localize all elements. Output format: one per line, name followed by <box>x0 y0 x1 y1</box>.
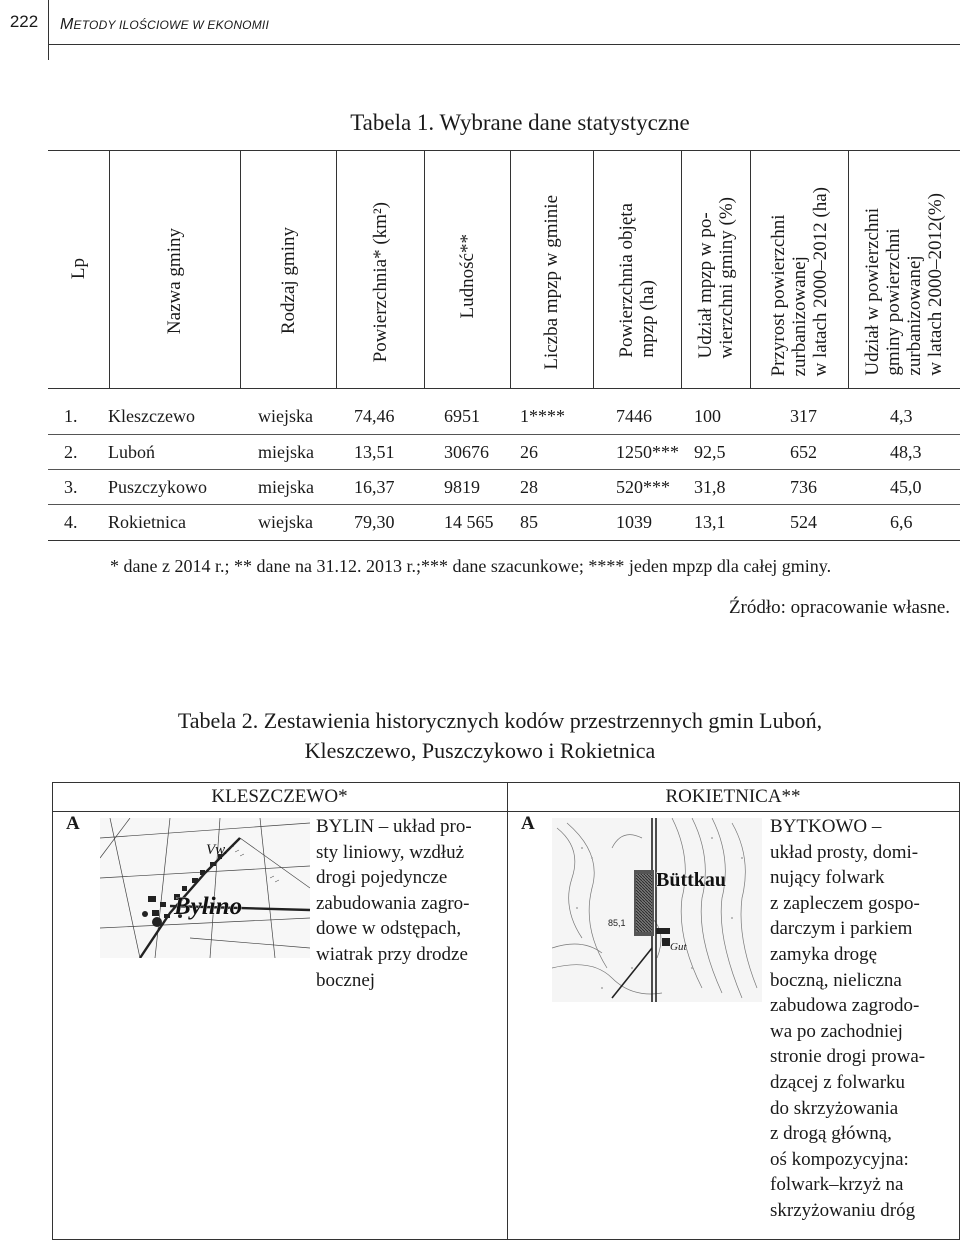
cell-type: wiejska <box>258 406 313 426</box>
bylino-historic-map <box>100 818 310 958</box>
cell-mpzp-share: 13,1 <box>694 512 726 532</box>
table-row <box>48 505 960 539</box>
cell-urban-share: 4,3 <box>890 406 913 426</box>
running-head-initial: M <box>60 16 74 33</box>
table1-footnote: * dane z 2014 r.; ** dane na 31.12. 2013 r.;*** dane szacunkowe; **** jeden mpzp dla całej gminy. <box>110 556 832 576</box>
table2-caption-line2: Kleszczewo, Puszczykowo i Rokietnica <box>304 738 656 763</box>
cell-population: 14 565 <box>444 512 494 532</box>
table1-header-area: Powierzchnia* (km²) <box>369 201 391 362</box>
bylino-place-label: Bylino <box>174 893 243 920</box>
cell-area: 16,37 <box>354 477 395 497</box>
table1-header-mpzp-count: Liczba mpzp w gminie <box>541 195 562 370</box>
cell-mpzp-area: 7446 <box>616 406 652 426</box>
table1-header-type: Rodzaj gminy <box>277 226 299 334</box>
buttkau-historic-map <box>552 818 762 1002</box>
cell-mpzp-share: 92,5 <box>694 442 726 462</box>
cell-mpzp-count: 1**** <box>520 406 565 426</box>
cell-mpzp-area: 1039 <box>616 512 652 532</box>
cell-lp: 1. <box>64 406 78 426</box>
cell-type: miejska <box>258 477 314 497</box>
cell-lp: 2. <box>64 442 78 462</box>
cell-mpzp-share: 100 <box>694 406 721 426</box>
running-head <box>60 16 269 34</box>
cell-type: miejska <box>258 442 314 462</box>
table2-center-rule <box>507 782 508 1239</box>
cell-urban-share: 6,6 <box>890 512 913 532</box>
cell-type: wiejska <box>258 512 313 532</box>
cell-lp: 3. <box>64 477 78 497</box>
table1-header-urban-growth: Przyrost powierzchni zurbanizowanej w latach 2000–2012 (ha) <box>767 186 831 376</box>
table2-header-rule <box>52 811 960 812</box>
table1-header-lp: Lp <box>68 258 89 280</box>
table1-caption-label: Tabela 1. <box>350 110 435 135</box>
table1-header-population: Ludność** <box>456 233 478 318</box>
table2-caption-line1: Tabela 2. Zestawienia historycznych kodów przestrzennych gmin Luboń, <box>177 708 823 733</box>
cell-urban-growth: 736 <box>790 477 817 497</box>
table2-heading-kleszczewo: KLESZCZEWO* <box>211 786 348 807</box>
table1-header-urban-share: Udział w powierzchni gminy powierzchni zurbanizowanej w latach 2000–2012(%) <box>862 193 946 376</box>
table-row <box>48 399 960 433</box>
cell-urban-share: 48,3 <box>890 442 922 462</box>
row-letter: A <box>521 813 535 834</box>
buttkau-description: BYTKOWO – układ prosty, domi- nujący folwark z zapleczem gospo- darczym i parkiem zamyka drogę boczną, nieliczna zabudowa zagrodo- wa po zachodniej stronie drogi prowa- dzącej z folwarku do skrzyżowania z drogą główną, oś kompozycyjna: folwark–krzyż na skrzyżowaniu dróg <box>770 816 926 1221</box>
cell-name: Puszczykowo <box>108 477 207 497</box>
page-number: 222 <box>9 12 39 31</box>
cell-urban-growth: 524 <box>790 512 817 532</box>
table-row <box>48 435 960 469</box>
buttkau-place-label: Büttkau <box>656 869 727 891</box>
cell-name: Kleszczewo <box>108 406 195 426</box>
cell-mpzp-area: 1250*** <box>616 442 679 462</box>
running-head-text: ETODY ILOŚCIOWE W EKONOMII <box>73 18 269 32</box>
cell-area: 79,30 <box>354 512 395 532</box>
cell-lp: 4. <box>64 512 78 532</box>
header-horizontal-rule <box>48 44 960 45</box>
bylino-description: BYLIN – układ pro- sty liniowy, wzdłuż drogi pojedyncze zabudowania zagro- dowe w odstępach, wiatrak przy drodze bocznej <box>316 816 472 991</box>
table1-source: Źródło: opracowanie własne. <box>728 597 950 618</box>
table2-left-rule <box>52 782 53 1239</box>
table1-header-name: Nazwa gminy <box>164 227 185 334</box>
cell-mpzp-count: 28 <box>520 477 538 497</box>
cell-urban-share: 45,0 <box>890 477 922 497</box>
cell-mpzp-area: 520*** <box>616 477 670 497</box>
buttkau-estate-label: Gut <box>670 941 687 953</box>
table1-header-mpzp-share: Udział mpzp w po- wierzchni gminy (%) <box>694 196 737 358</box>
buttkau-height-label: 85,1 <box>608 918 626 928</box>
cell-name: Rokietnica <box>108 512 186 532</box>
cell-population: 30676 <box>444 442 489 462</box>
cell-name: Luboń <box>108 442 155 462</box>
table2-caption <box>0 706 960 766</box>
table1-bottom-rule <box>48 540 960 541</box>
table1-caption-text: Wybrane dane statystyczne <box>439 110 690 135</box>
table2-heading-rokietnica: ROKIETNICA** <box>665 786 801 807</box>
cell-mpzp-count: 85 <box>520 512 538 532</box>
cell-urban-growth: 652 <box>790 442 817 462</box>
cell-area: 74,46 <box>354 406 395 426</box>
cell-mpzp-count: 26 <box>520 442 538 462</box>
table1-header-rule <box>48 388 960 389</box>
header-vertical-rule <box>48 0 49 60</box>
cell-population: 9819 <box>444 477 480 497</box>
table-row <box>48 470 960 504</box>
cell-population: 6951 <box>444 406 480 426</box>
cell-urban-growth: 317 <box>790 406 817 426</box>
cell-mpzp-share: 31,8 <box>694 477 726 497</box>
table1-header-mpzp-area: Powierzchnia objęta mpzp (ha) <box>616 203 658 358</box>
cell-area: 13,51 <box>354 442 395 462</box>
bylino-corner-label: Vw. <box>206 842 228 858</box>
table1-caption <box>0 110 960 136</box>
row-letter: A <box>66 813 80 834</box>
